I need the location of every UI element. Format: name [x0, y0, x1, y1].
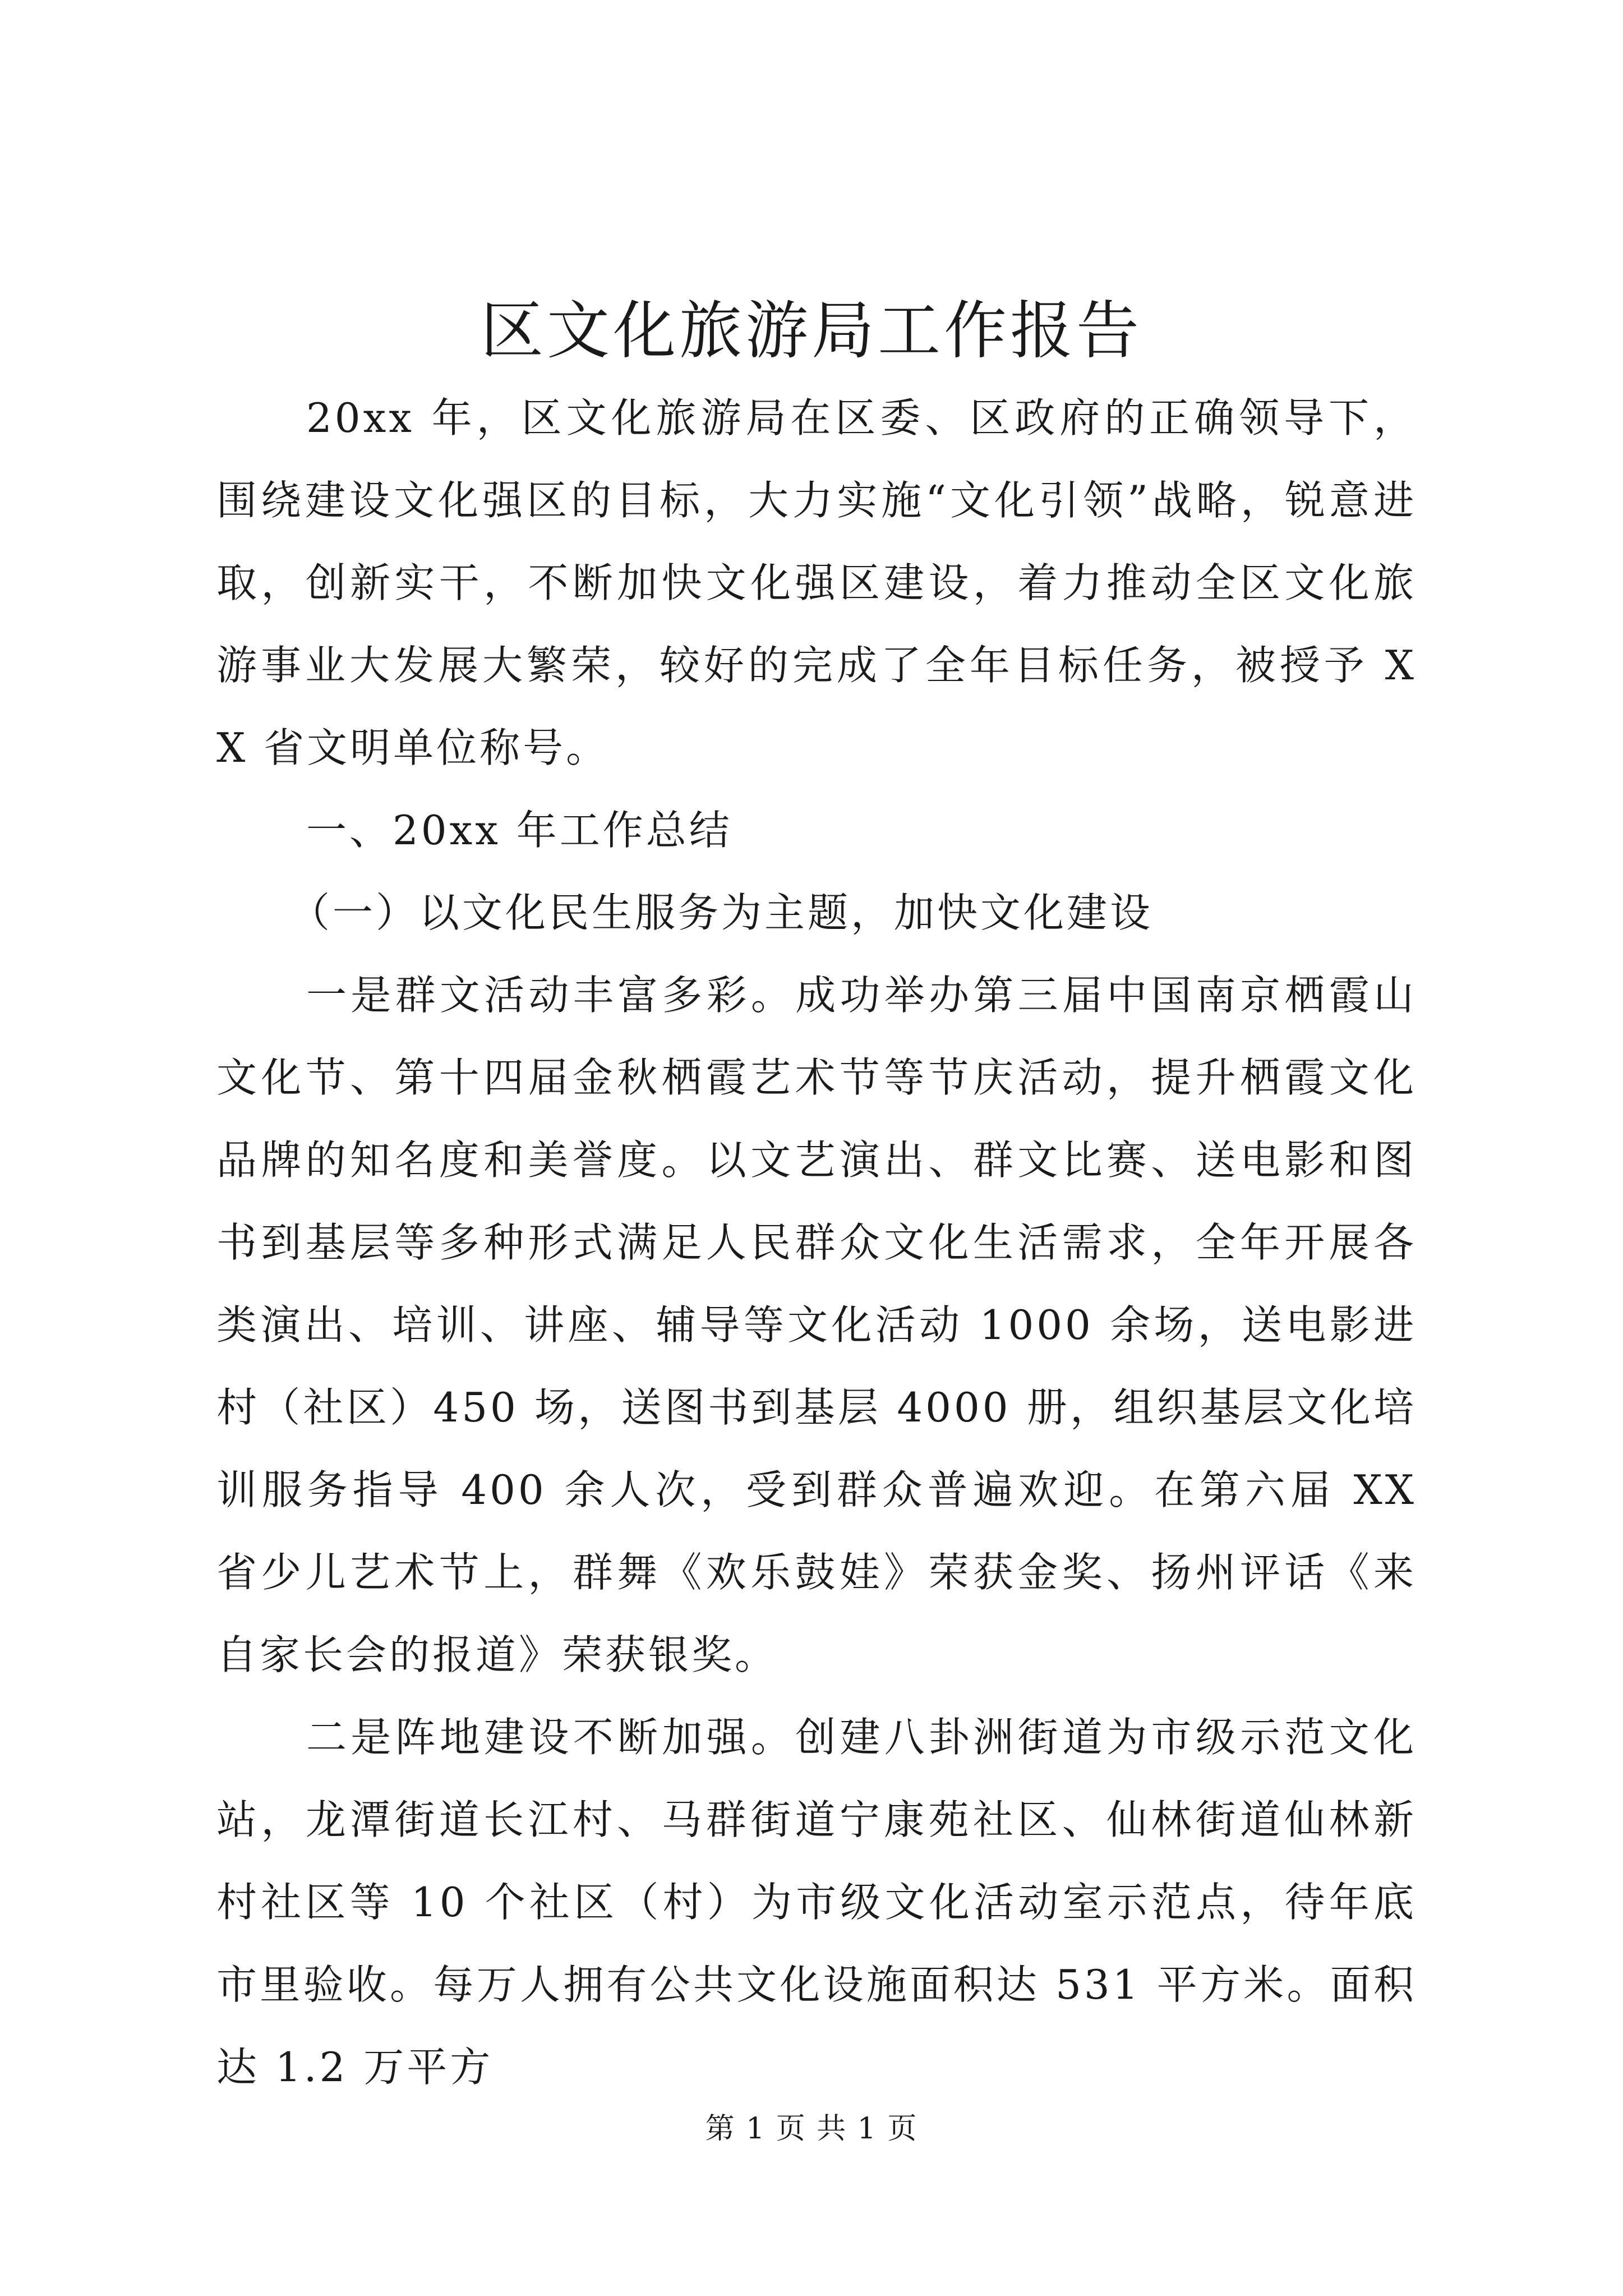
page-footer: 第 1 页 共 1 页	[705, 2112, 918, 2146]
section-heading: 一、20xx 年工作总结	[306, 807, 732, 854]
body-paragraph: 二是阵地建设不断加强。创建八卦洲街道为市级示范文化站，龙潭街道长江村、马群街道宁康苑社区、仙林街道仙林新村社区等 10 个社区（村）为市级文化活动室示范点，待年底市里验收。每万人拥有公共文化设施面积达 531 平方米。面积达 1.2 万平方	[216, 1714, 1417, 2091]
body-paragraph: 一是群文活动丰富多彩。成功举办第三届中国南京栖霞山文化节、第十四届金秋栖霞艺术节等节庆活动，提升栖霞文化品牌的知名度和美誉度。以文艺演出、群文比赛、送电影和图书到基层等多种形式满足人民群众文化生活需求，全年开展各类演出、培训、讲座、辅导等文化活动 1000 余场，送电影进村（社区）450 场，送图书到基层 4000 册，组织基层文化培训服务指导 400 余人次，受到群众普遍欢迎。在第六届 XX 省少儿艺术节上，群舞《欢乐鼓娃》荣获金奖、扬州评话《来自家长会的报道》荣获银奖。	[216, 972, 1417, 1678]
document-body	[216, 377, 1417, 2109]
document-title: 区文化旅游局工作报告	[481, 295, 1142, 367]
subsection-heading: （一）以文化民生服务为主题，加快文化建设	[289, 889, 1154, 936]
intro-paragraph: 20xx 年，区文化旅游局在区委、区政府的正确领导下，围绕建设文化强区的目标，大力实施“文化引领”战略，锐意进取，创新实干，不断加快文化强区建设，着力推动全区文化旅游事业大发展大繁荣，较好的完成了全年目标任务，被授予 XX 省文明单位称号。	[216, 394, 1417, 771]
